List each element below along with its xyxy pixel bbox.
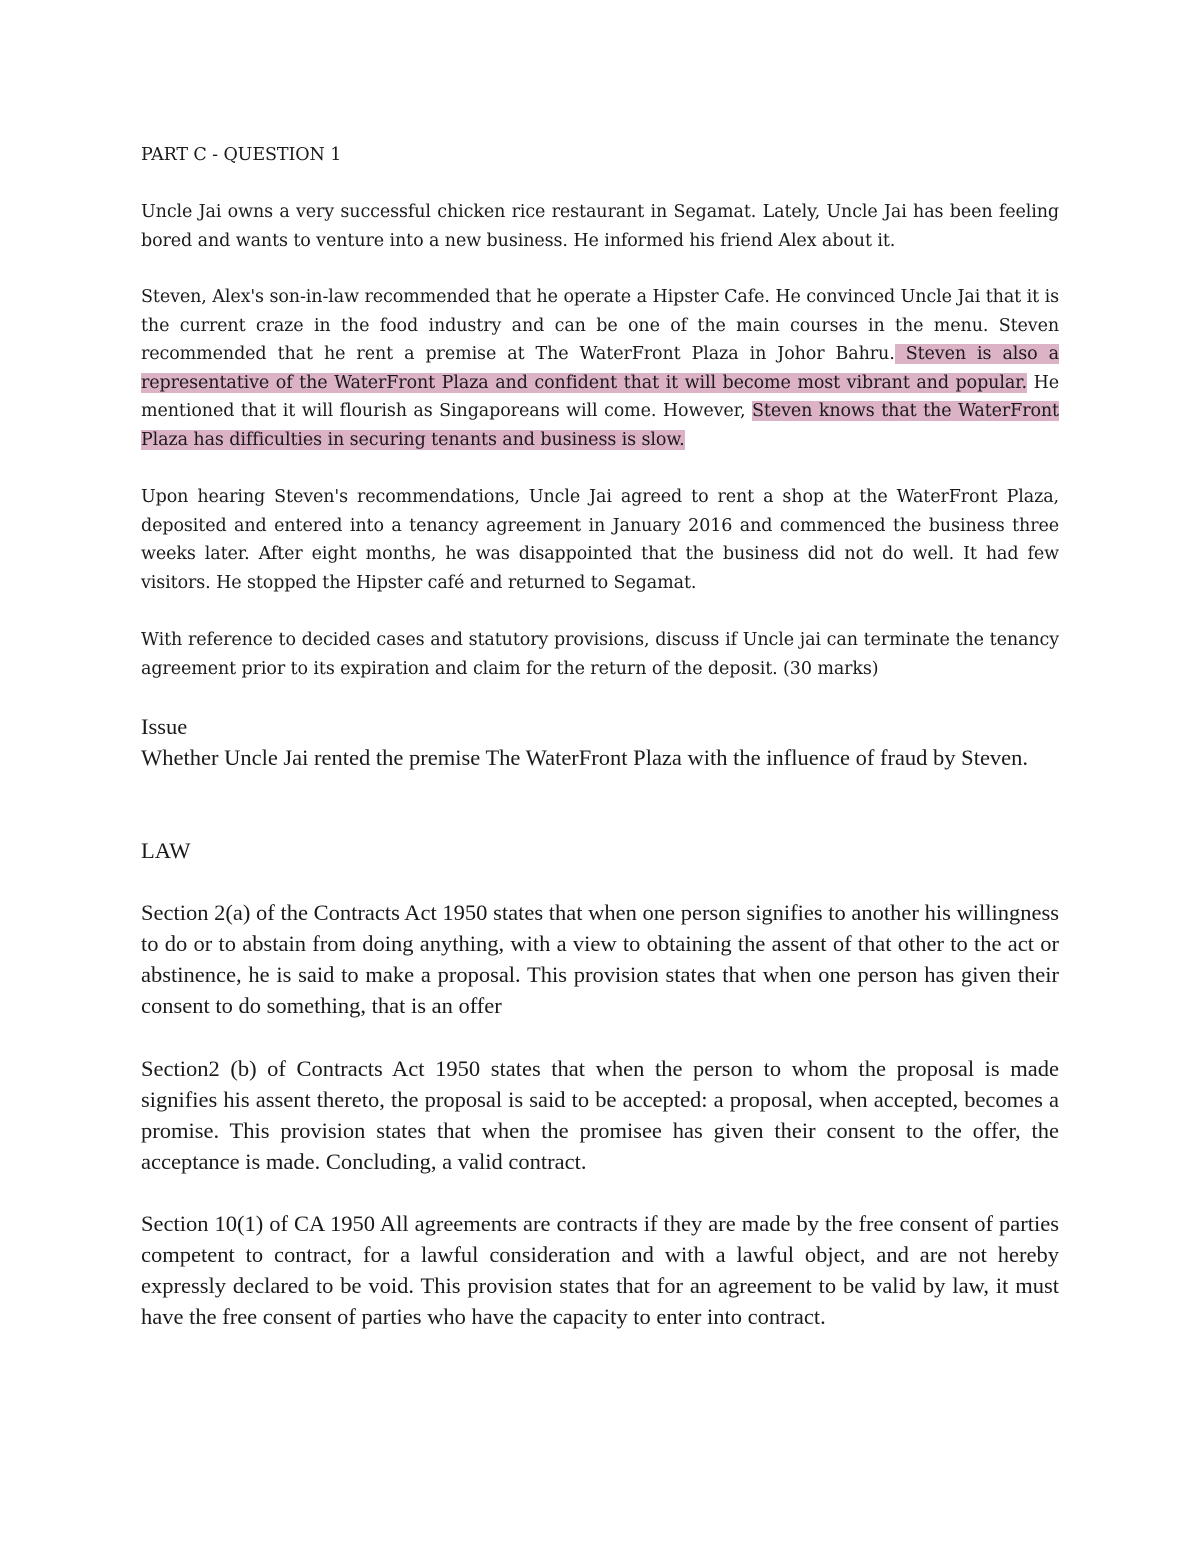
issue-text: Whether Uncle Jai rented the premise The WaterFront Plaza with the influence of fraud by Steven.	[141, 745, 1029, 770]
para2-text-1: Steven, Alex's son-in-law recommended that he operate a Hipster Cafe. He convinced Uncle Jai that it is the current craze in the food industry and can be one of the main courses in the menu. Steven recommended that he rent a premise at The WaterFront Plaza in Johor Bahru.	[141, 287, 1059, 364]
para2-text-2: He mentioned that it will flourish as Singaporeans will come. However,	[141, 372, 1059, 421]
highlighted-text-1: Steven is also a representative of the WaterFront Plaza and confident that it will become most vibrant and popular.	[141, 344, 1059, 393]
question-paragraph-4: With reference to decided cases and statutory provisions, discuss if Uncle jai can terminate the tenancy agreement prior to its expiration and claim for the return of the deposit. (30 marks)	[141, 630, 1059, 679]
issue-heading: Issue	[141, 714, 188, 739]
highlighted-text-2: Steven knows that the WaterFront Plaza has difficulties in securing tenants and business is slow.	[141, 401, 1059, 450]
question-paragraph-3: Upon hearing Steven's recommendations, Uncle Jai agreed to rent a shop at the WaterFront Plaza, deposited and entered into a tenancy agreement in January 2016 and commenced the business three weeks later. After eight months, he was disappointed that the business did not do well. It had few visitors. He stopped the Hipster café and returned to Segamat.	[141, 487, 1059, 593]
section-2b-paragraph: Section2 (b) of Contracts Act 1950 states that when the person to whom the proposal is made signifies his assent thereto, the proposal is said to be accepted: a proposal, when accepted, becomes a promise. This provision states that when the promisee has given their consent to the offer, the acceptance is made. Concluding, a valid contract.	[141, 1056, 1059, 1174]
question-paragraph-2	[141, 283, 1059, 454]
section-2a-paragraph: Section 2(a) of the Contracts Act 1950 states that when one person signifies to another his willingness to do or to abstain from doing anything, with a view to obtaining the assent of that other to the act or abstinence, he is said to make a proposal. This provision states that when one person has given their consent to do something, that is an offer	[141, 900, 1059, 1018]
question-paragraph-1: Uncle Jai owns a very successful chicken rice restaurant in Segamat. Lately, Uncle Jai has been feeling bored and wants to venture into a new business. He informed his friend Alex about it.	[141, 202, 1059, 251]
law-heading: LAW	[141, 838, 191, 863]
question-heading: PART C - QUESTION 1	[141, 145, 342, 165]
section-10-1-paragraph: Section 10(1) of CA 1950 All agreements are contracts if they are made by the free consent of parties competent to contract, for a lawful consideration and with a lawful object, and are not hereby expressly declared to be void. This provision states that for an agreement to be valid by law, it must have the free consent of parties who have the capacity to enter into contract.	[141, 1211, 1059, 1329]
